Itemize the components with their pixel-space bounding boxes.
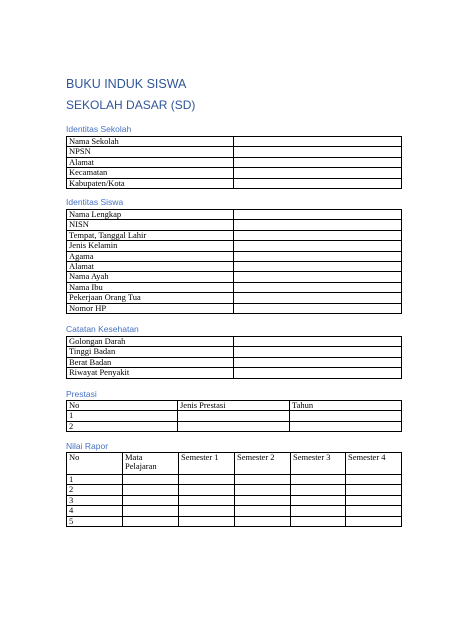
field-value-cell[interactable]: [234, 272, 402, 282]
field-value-cell[interactable]: [234, 251, 402, 261]
field-label: Alamat: [67, 157, 234, 167]
field-label: Berat Badan: [67, 357, 234, 367]
column-header: Semester 1: [179, 453, 235, 475]
field-value-cell[interactable]: [234, 147, 402, 157]
field-label: Nama Lengkap: [67, 210, 234, 220]
field-value-cell[interactable]: [234, 241, 402, 251]
field-value-cell[interactable]: [234, 347, 402, 357]
table-cell[interactable]: [290, 411, 402, 421]
table-cell[interactable]: [291, 516, 346, 526]
field-value-cell[interactable]: [234, 337, 402, 347]
field-value-cell[interactable]: [234, 137, 402, 147]
table-cell[interactable]: [123, 516, 179, 526]
table-row: [67, 261, 402, 271]
field-value-cell[interactable]: [234, 357, 402, 367]
column-header: Semester 3: [291, 453, 346, 475]
table-row: [67, 272, 402, 282]
section-heading-identitas-sekolah: Identitas Sekolah: [66, 124, 132, 134]
row-number: 1: [67, 475, 123, 485]
table-row: [67, 485, 402, 495]
field-label: Golongan Darah: [67, 337, 234, 347]
field-label: Tempat, Tanggal Lahir: [67, 230, 234, 240]
table-cell[interactable]: [179, 506, 235, 516]
field-value-cell[interactable]: [234, 220, 402, 230]
table-cell[interactable]: [123, 495, 179, 505]
table-cell[interactable]: [346, 495, 402, 505]
table-cell[interactable]: [346, 506, 402, 516]
field-value-cell[interactable]: [234, 168, 402, 178]
table-row: [67, 241, 402, 251]
table-row: [67, 357, 402, 367]
document-subtitle: SEKOLAH DASAR (SD): [66, 98, 196, 112]
table-row: [67, 475, 402, 485]
field-label: Riwayat Penyakit: [67, 368, 234, 378]
field-label: NPSN: [67, 147, 234, 157]
column-header: No: [67, 453, 123, 475]
table-cell[interactable]: [235, 485, 291, 495]
field-value-cell[interactable]: [234, 293, 402, 303]
field-value-cell[interactable]: [234, 303, 402, 313]
table-cell[interactable]: [178, 411, 290, 421]
table-row: [67, 210, 402, 220]
table-cell[interactable]: [290, 421, 402, 431]
nilai-rapor-table: [66, 452, 402, 527]
column-header: No: [67, 401, 178, 411]
table-header-row: [67, 401, 402, 411]
table-cell[interactable]: [346, 475, 402, 485]
identitas-sekolah-table: [66, 136, 402, 189]
table-cell[interactable]: [123, 485, 179, 495]
column-header: Jenis Prestasi: [178, 401, 290, 411]
column-header: Mata Pelajaran: [123, 453, 179, 475]
table-row: [67, 411, 402, 421]
table-row: [67, 293, 402, 303]
table-row: [67, 421, 402, 431]
field-value-cell[interactable]: [234, 157, 402, 167]
table-cell[interactable]: [235, 516, 291, 526]
table-cell[interactable]: [179, 495, 235, 505]
field-value-cell[interactable]: [234, 210, 402, 220]
row-number: 1: [67, 411, 178, 421]
table-cell[interactable]: [179, 516, 235, 526]
catatan-kesehatan-table: [66, 336, 402, 379]
field-label: NISN: [67, 220, 234, 230]
column-header: Semester 2: [235, 453, 291, 475]
table-cell[interactable]: [291, 506, 346, 516]
table-cell[interactable]: [235, 475, 291, 485]
section-heading-identitas-siswa: Identitas Siswa: [66, 197, 124, 207]
prestasi-table: [66, 400, 402, 432]
table-row: [67, 220, 402, 230]
field-label: Kecamatan: [67, 168, 234, 178]
section-heading-prestasi: Prestasi: [66, 389, 97, 399]
column-header: Semester 4: [346, 453, 402, 475]
field-label: Jenis Kelamin: [67, 241, 234, 251]
field-label: Nomor HP: [67, 303, 234, 313]
table-cell[interactable]: [291, 495, 346, 505]
identitas-siswa-table: [66, 209, 402, 314]
document-title: BUKU INDUK SISWA: [66, 77, 187, 91]
table-row: [67, 168, 402, 178]
section-heading-nilai-rapor: Nilai Rapor: [66, 441, 109, 451]
table-row: [67, 368, 402, 378]
table-cell[interactable]: [291, 475, 346, 485]
column-header: Tahun: [290, 401, 402, 411]
field-label: Alamat: [67, 261, 234, 271]
table-row: [67, 251, 402, 261]
table-row: [67, 157, 402, 167]
table-cell[interactable]: [123, 475, 179, 485]
table-cell[interactable]: [291, 485, 346, 495]
section-heading-catatan-kesehatan: Catatan Kesehatan: [66, 324, 139, 334]
table-row: [67, 303, 402, 313]
field-label: Agama: [67, 251, 234, 261]
table-row: [67, 516, 402, 526]
table-row: [67, 178, 402, 188]
table-row: [67, 337, 402, 347]
row-number: 3: [67, 495, 123, 505]
row-number: 2: [67, 421, 178, 431]
field-label: Nama Sekolah: [67, 137, 234, 147]
table-cell[interactable]: [123, 506, 179, 516]
field-label: Kabupaten/Kota: [67, 178, 234, 188]
table-header-row: [67, 453, 402, 475]
row-number: 5: [67, 516, 123, 526]
row-number: 4: [67, 506, 123, 516]
field-value-cell[interactable]: [234, 178, 402, 188]
table-cell[interactable]: [346, 485, 402, 495]
field-value-cell[interactable]: [234, 282, 402, 292]
table-row: [67, 147, 402, 157]
field-value-cell[interactable]: [234, 261, 402, 271]
table-cell[interactable]: [346, 516, 402, 526]
table-row: [67, 137, 402, 147]
table-cell[interactable]: [179, 475, 235, 485]
table-row: [67, 347, 402, 357]
table-row: [67, 282, 402, 292]
table-row: [67, 230, 402, 240]
table-cell[interactable]: [235, 495, 291, 505]
table-cell[interactable]: [235, 506, 291, 516]
field-value-cell[interactable]: [234, 230, 402, 240]
table-cell[interactable]: [179, 485, 235, 495]
table-row: [67, 495, 402, 505]
table-cell[interactable]: [178, 421, 290, 431]
field-label: Tinggi Badan: [67, 347, 234, 357]
field-label: Pekerjaan Orang Tua: [67, 293, 234, 303]
field-value-cell[interactable]: [234, 368, 402, 378]
field-label: Nama Ayah: [67, 272, 234, 282]
field-label: Nama Ibu: [67, 282, 234, 292]
table-row: [67, 506, 402, 516]
row-number: 2: [67, 485, 123, 495]
